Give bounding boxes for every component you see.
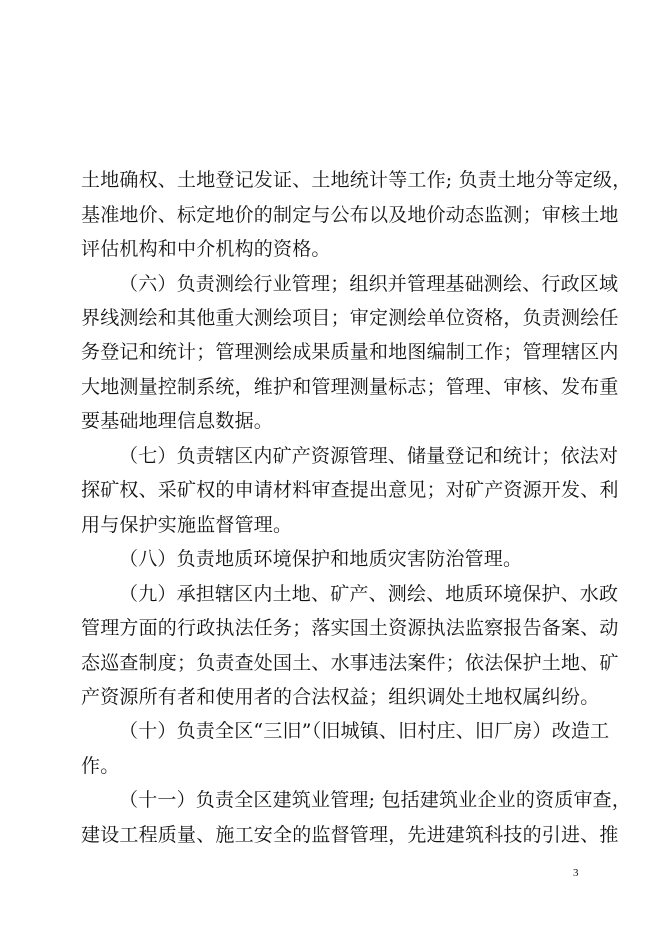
paragraph-start-line: （十）负责全区“三旧”（旧城镇、旧村庄、旧厂房）改造工	[119, 720, 610, 742]
text-line: 管理方面的行政执法任务；落实国土资源执法监察报告备案、动	[81, 617, 619, 639]
text-line: 探矿权、采矿权的申请材料审查提出意见；对矿产资源开发、利	[81, 479, 619, 501]
text-line: 作。	[81, 755, 120, 777]
text-line: 产资源所有者和使用者的合法权益；组织调处土地权属纠纷。	[81, 686, 600, 708]
page-number: 3	[573, 867, 579, 879]
paragraph-start-line: （九）承担辖区内土地、矿产、测绘、地质环境保护、水政	[119, 583, 619, 605]
paragraph-start-line: （六）负责测绘行业管理；组织并管理基础测绘、行政区域	[119, 273, 619, 295]
text-line: 土地确权、土地登记发证、土地统计等工作; 负责土地分等定级，	[81, 169, 632, 191]
paragraph-start-line: （八）负责地质环境保护和地质灾害防治管理。	[119, 548, 523, 570]
text-line: 大地测量控制系统，维护和管理测量标志；管理、审核、发布重	[81, 376, 619, 398]
paragraph-start-line: （七）负责辖区内矿产资源管理、储量登记和统计；依法对	[119, 445, 619, 467]
text-line: 要基础地理信息数据。	[81, 410, 274, 432]
text-line: 建设工程质量、施工安全的监督管理，先进建筑科技的引进、推	[81, 824, 619, 846]
text-line: 基准地价、标定地价的制定与公布以及地价动态监测；审核土地	[81, 204, 619, 226]
text-line: 务登记和统计；管理测绘成果质量和地图编制工作；管理辖区内	[81, 341, 619, 363]
text-line: 评估机构和中介机构的资格。	[81, 238, 331, 260]
text-line: 界线测绘和其他重大测绘项目；审定测绘单位资格，负责测绘任	[81, 307, 619, 329]
text-line: 用与保护实施监督管理。	[81, 514, 293, 536]
paragraph-start-line: （十一）负责全区建筑业管理; 包括建筑业企业的资质审查，	[119, 789, 632, 811]
text-line: 态巡查制度；负责查处国土、水事违法案件；依法保护土地、矿	[81, 652, 619, 674]
